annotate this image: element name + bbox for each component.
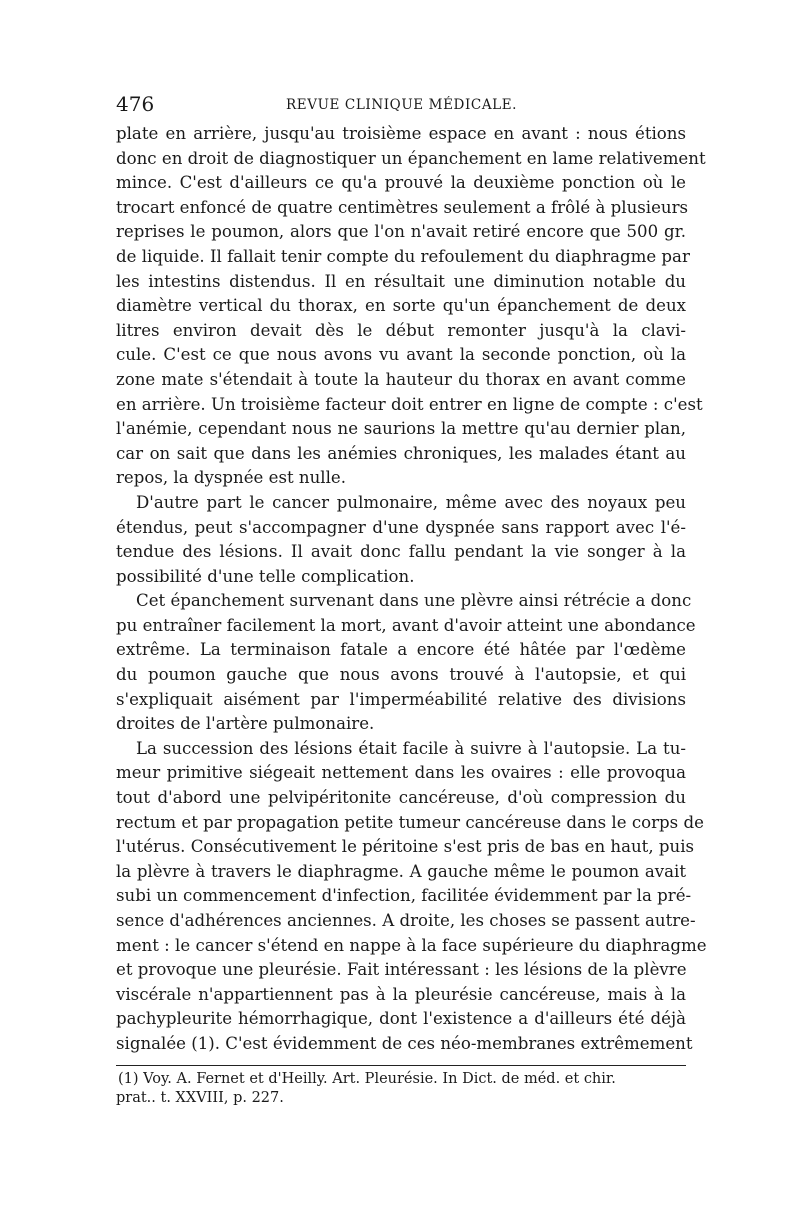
paragraph-start-line: D'autre part le cancer pulmonaire, même avec des noyaux peu bbox=[136, 492, 686, 512]
paragraph-start-line: Cet épanchement survenant dans une plèvre ainsi rétrécie a donc bbox=[136, 591, 692, 611]
text-line: en arrière. Un troisième facteur doit entrer en ligne de compte : c'est bbox=[116, 394, 703, 414]
text-line: les intestins distendus. Il en résultait une diminution notable du bbox=[116, 271, 686, 291]
running-title: REVUE CLINIQUE MÉDICALE. bbox=[286, 97, 518, 113]
text-line: ment : le cancer s'étend en nappe à la face supérieure du diaphragme bbox=[116, 935, 707, 955]
text-line: cule. C'est ce que nous avons vu avant la seconde ponction, où la bbox=[116, 345, 686, 365]
text-line: mince. C'est d'ailleurs ce qu'a prouvé la deuxième ponction où le bbox=[116, 173, 686, 193]
text-line: diamètre vertical du thorax, en sorte qu'un épanchement de deux bbox=[116, 296, 686, 316]
text-line: repos, la dyspnée est nulle. bbox=[116, 468, 347, 488]
footnote-divider bbox=[116, 1065, 686, 1066]
text-line: s'expliquait aisément par l'imperméabilité relative des divisions bbox=[116, 689, 686, 709]
body-text bbox=[116, 122, 707, 1057]
text-line: rectum et par propagation petite tumeur cancéreuse dans le corps de bbox=[116, 812, 704, 832]
text-line: plate en arrière, jusqu'au troisième espace en avant : nous étions bbox=[116, 124, 686, 143]
text-line: signalée (1). C'est évidemment de ces néo-membranes extrêmement bbox=[116, 1033, 693, 1053]
footnote-line: (1) Voy. A. Fernet et d'Heilly. Art. Pleurésie. In Dict. de méd. et chir. bbox=[118, 1070, 616, 1087]
document-page bbox=[116, 92, 707, 1108]
text-line: droites de l'artère pulmonaire. bbox=[116, 714, 375, 734]
text-line: extrême. La terminaison fatale a encore été hâtée par l'œdème bbox=[116, 640, 686, 660]
text-line: de liquide. Il fallait tenir compte du refoulement du diaphragme par bbox=[116, 246, 690, 266]
text-line: donc en droit de diagnostiquer un épanchement en lame relativement bbox=[116, 148, 706, 168]
text-line: du poumon gauche que nous avons trouvé à l'autopsie, et qui bbox=[116, 665, 686, 685]
page-header bbox=[116, 92, 686, 120]
text-line: la plèvre à travers le diaphragme. A gauche même le poumon avait bbox=[116, 861, 686, 881]
text-line: l'anémie, cependant nous ne saurions la mettre qu'au dernier plan, bbox=[116, 419, 686, 439]
text-line: trocart enfoncé de quatre centimètres seulement a frôlé à plusieurs bbox=[116, 197, 689, 217]
text-line: subi un commencement d'infection, facilitée évidemment par la pré- bbox=[116, 886, 692, 906]
text-line: pu entraîner facilement la mort, avant d'avoir atteint une abondance bbox=[116, 615, 696, 635]
text-line: possibilité d'une telle complication. bbox=[116, 566, 415, 586]
footnote bbox=[116, 1070, 686, 1108]
paragraph-start-line: La succession des lésions était facile à suivre à l'autopsie. La tu- bbox=[136, 738, 686, 758]
text-line: l'utérus. Consécutivement le péritoine s'est pris de bas en haut, puis bbox=[116, 837, 695, 857]
text-line: sence d'adhérences anciennes. A droite, les choses se passent autre- bbox=[116, 911, 696, 930]
text-line: pachypleurite hémorrhagique, dont l'existence a d'ailleurs été déjà bbox=[116, 1009, 686, 1029]
text-line: étendus, peut s'accompagner d'une dyspnée sans rapport avec l'é- bbox=[116, 517, 686, 537]
text-line: zone mate s'étendait à toute la hauteur du thorax en avant comme bbox=[116, 369, 686, 389]
text-line: litres environ devait dès le début remonter jusqu'à la clavi- bbox=[116, 320, 686, 340]
text-line: reprises le poumon, alors que l'on n'avait retiré encore que 500 gr. bbox=[116, 222, 686, 242]
footnote-line: prat.. t. XXVIII, p. 227. bbox=[116, 1089, 284, 1106]
text-line: car on sait que dans les anémies chroniques, les malades étant au bbox=[116, 443, 686, 463]
text-line: viscérale n'appartiennent pas à la pleurésie cancéreuse, mais à la bbox=[116, 984, 686, 1004]
page-number: 476 bbox=[116, 92, 155, 116]
text-line: et provoque une pleurésie. Fait intéressant : les lésions de la plèvre bbox=[116, 960, 687, 980]
text-line: tendue des lésions. Il avait donc fallu pendant la vie songer à la bbox=[116, 542, 686, 562]
text-line: tout d'abord une pelvipéritonite cancéreuse, d'où compression du bbox=[116, 788, 686, 808]
text-line: meur primitive siégeait nettement dans les ovaires : elle provoqua bbox=[116, 763, 686, 783]
